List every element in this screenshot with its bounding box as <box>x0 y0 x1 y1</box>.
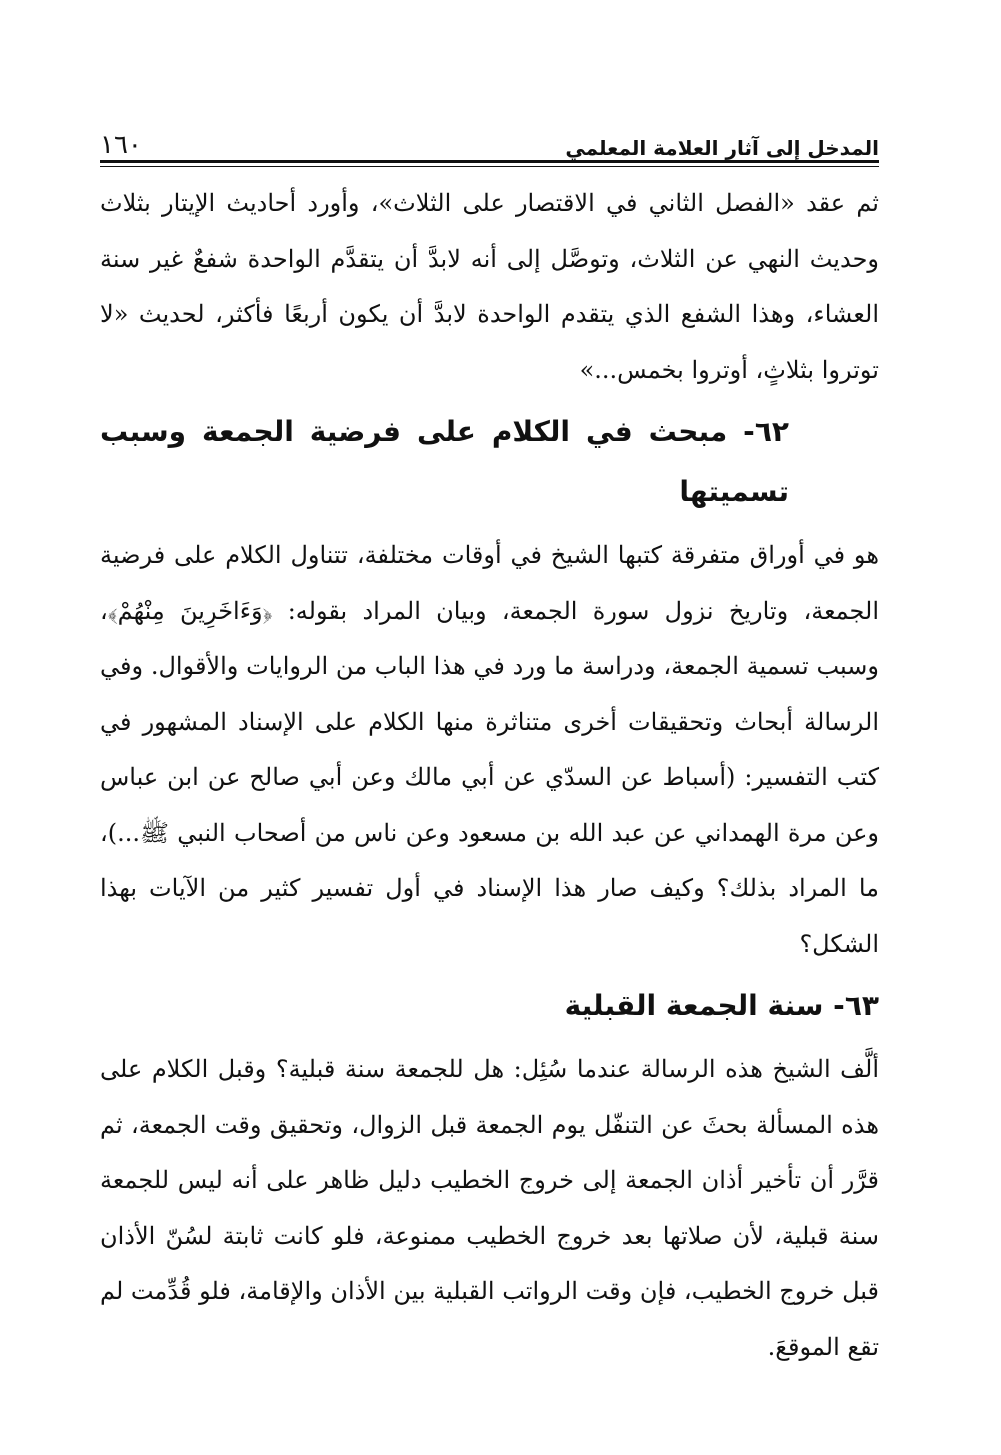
header-rule-thin <box>100 166 879 167</box>
page-header <box>100 114 879 160</box>
paragraph-jumuah-obligation: هو في أوراق متفرقة كتبها الشيخ في أوقات مختلفة، تتناول الكلام على فرضية الجمعة، وتاريخ نزول سورة الجمعة، وبيان المراد بقوله: ﴿وَءَاخَرِينَ مِنْهُمْ﴾، وسبب تسمية الجمعة، ودراسة ما ورد في هذا الباب من الروايات والأقوال. وفي الرسالة أبحاث وتحقيقات أخرى متناثرة منها الكلام على الإسناد المشهور في كتب التفسير: (أسباط عن السدّي عن أبي مالك وعن أبي صالح عن ابن عباس وعن مرة الهمداني عن عبد الله بن مسعود وعن ناس من أصحاب النبي ﷺ...)، ما المراد بذلك؟ وكيف صار هذا الإسناد في أول تفسير كثير من الآيات بهذا الشكل؟ <box>100 541 880 958</box>
running-title: المدخل إلى آثار العلامة المعلمي <box>565 136 879 160</box>
paragraph-witr-summary: ثم عقد «الفصل الثاني في الاقتصار على الثلاث»، وأورد أحاديث الإيتار بثلاث وحديث النهي عن الثلاث، وتوصَّل إلى أنه لابدَّ أن يتقدَّم الواحدة شفعٌ غير سنة العشاء، وهذا الشفع الذي يتقدم الواحدة لابدَّ أن يكون أربعًا فأكثر، لحديث «لا توتروا بثلاثٍ، أوتروا بخمس...» <box>100 189 879 384</box>
section-heading-63: ٦٣- سنة الجمعة القبلية <box>564 989 879 1022</box>
section-heading-62: ٦٢- مبحث في الكلام على فرضية الجمعة وسبب تسميتها <box>100 415 789 508</box>
paragraph-jumuah-sunnah: ألَّف الشيخ هذه الرسالة عندما سُئِل: هل للجمعة سنة قبلية؟ وقبل الكلام على هذه المسألة بحثَ عن التنفّل يوم الجمعة قبل الزوال، وتحقيق وقت الجمعة، ثم قرَّر أن تأخير أذان الجمعة إلى خروج الخطيب دليل ظاهر على أنه ليس للجمعة سنة قبلية، لأن صلاتها بعد خروج الخطيب ممنوعة، فلو كانت ثابتة لسُنّ الأذان قبل خروج الخطيب، فإن وقت الرواتب القبلية بين الأذان والإقامة، فلو قُدِّمت لم تقع الموقعَ. <box>100 1055 880 1361</box>
page-body <box>100 176 879 1375</box>
header-rule-thick <box>100 160 879 163</box>
page-number: ١٦٠ <box>100 130 142 160</box>
